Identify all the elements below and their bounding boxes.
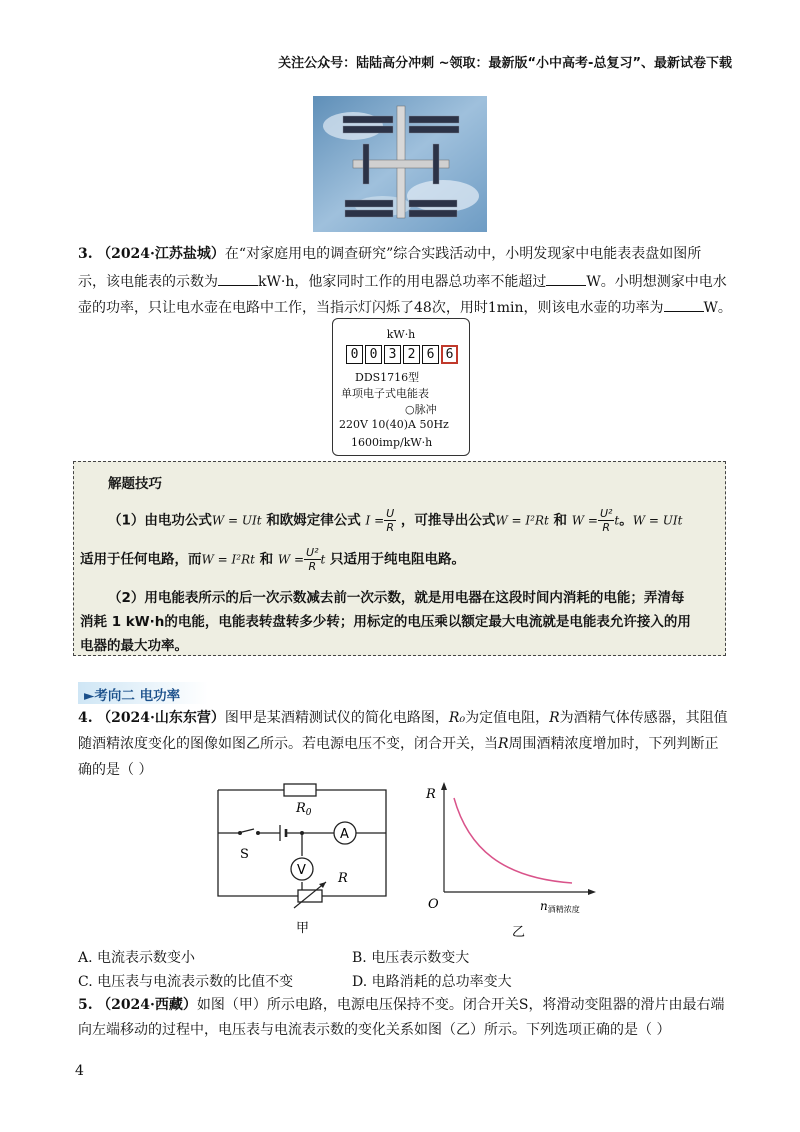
switch-pivot (238, 831, 242, 835)
q4-text: 图甲是某酒精测试仪的简化电路图， (224, 710, 449, 726)
q4-text: 随酒精浓度变化的图像如图乙所示。若电源电压不变，闭合开关，当 (78, 736, 498, 752)
tip-line-2 (80, 546, 465, 573)
numerator: U² (599, 507, 613, 520)
meter-digit: 3 (384, 345, 401, 364)
numerator: U² (306, 546, 319, 559)
y-label: R (426, 787, 436, 802)
tip-title: 解题技巧 (108, 476, 162, 492)
pulse-light-icon: ○ (405, 403, 415, 416)
formula: W = UIt (632, 513, 683, 528)
meter-pulse (405, 401, 437, 417)
caption-yi: 乙 (512, 925, 526, 940)
formula: t (614, 513, 620, 528)
meter-constant: 1600imp/kW·h (351, 436, 433, 449)
q5-text: 如图（甲）所示电路，电源电压保持不变。闭合开关S，将滑动变阻器的滑片由最右端 (196, 997, 725, 1013)
tip-text: 。 (619, 512, 633, 529)
q3-number: 3. (78, 246, 93, 262)
circuit-diagram (210, 778, 395, 938)
resistance-curve (454, 798, 572, 883)
resistance-graph (420, 778, 620, 940)
meter-type: 单项电子式电能表 (341, 387, 429, 400)
q3-line-1 (78, 244, 701, 264)
energy-meter (332, 318, 470, 456)
caption-jia: 甲 (296, 921, 310, 936)
label-variable-r: R (338, 871, 348, 886)
fixed-resistor (284, 784, 316, 796)
q5-line-2: 向左端移动的过程中，电压表与电流表示数的变化关系如图（乙）所示。下列选项正确的是（ ） (78, 1022, 671, 1038)
formula: W = UIt (211, 513, 262, 528)
section-title: ►考向二 电功率 (84, 688, 181, 704)
q5-line-1 (78, 995, 725, 1015)
tip-text: ，可推导出公式 (400, 512, 496, 529)
formula: W = (571, 513, 598, 528)
meter-pulse-label: 脉冲 (414, 403, 437, 416)
option-a[interactable]: A. 电流表示数变小 (78, 950, 196, 966)
label-voltmeter: V (297, 863, 306, 878)
q4-line-2 (78, 734, 719, 754)
meter-rating: 220V 10(40)A 50Hz (339, 418, 449, 431)
tip-line-1 (108, 507, 682, 534)
page-number: 4 (75, 1063, 84, 1079)
tip-text: （1）由电功公式 (108, 512, 212, 529)
q3-text-3b: W。 (703, 300, 732, 316)
formula: t (320, 552, 326, 567)
q3-text-2a: 示，该电能表的示数为 (78, 274, 218, 290)
q5-source: （2024·西藏） (97, 997, 197, 1013)
option-d[interactable]: D. 电路消耗的总功率变大 (352, 974, 512, 990)
q4-var: R (549, 710, 560, 726)
meter-model: DDS1716型 (355, 371, 420, 384)
q3-source: （2024·江苏盐城） (97, 246, 225, 262)
q3-line-2 (78, 271, 727, 292)
formula: I = (365, 513, 385, 528)
denominator: R (308, 560, 317, 573)
meter-digit: 6 (422, 345, 439, 364)
q3-text-3a: 壶的功率，只让电水壶在电路中工作，当指示灯闪烁了48次，用时1min，则该电水壶的功率为 (78, 300, 664, 316)
q3-text-2b: kW·h，他家同时工作的用电器总功率不能超过 (258, 274, 547, 290)
formula: W = I²Rt (495, 513, 549, 528)
q3-text-1: 在“对家庭用电的调查研究”综合实践活动中，小明发现家中电能表表盘如图所 (224, 246, 702, 262)
q4-text: 为定值电阻， (465, 710, 550, 726)
fraction (384, 507, 396, 534)
tip-line-3: （2）用电能表所示的后一次示数减去前一次示数，就是用电器在这段时间内消耗的电能；弄清每 (108, 590, 685, 606)
variable-resistor (298, 890, 322, 902)
meter-digits (346, 345, 458, 364)
junction-dot (300, 831, 304, 835)
option-c[interactable]: C. 电压表与电流表示数的比值不变 (78, 974, 294, 990)
tip-text: 和欧姆定律公式 (266, 512, 361, 529)
switch-contact (256, 831, 260, 835)
denominator: R (386, 521, 394, 534)
tip-box (73, 461, 726, 656)
meter-digit: 0 (365, 345, 382, 364)
denominator: R (602, 521, 610, 534)
q5-number: 5. (78, 997, 93, 1013)
section-header (78, 682, 208, 704)
fraction (304, 546, 320, 573)
tip-text: 和 (553, 512, 568, 529)
meter-digit-decimal: 6 (441, 345, 458, 364)
label-switch: S (240, 847, 249, 862)
q3-line-3 (78, 297, 732, 318)
q3-blank-1[interactable] (218, 271, 258, 286)
q4-number: 4. (78, 710, 93, 726)
formula: W = I²Rt (201, 552, 255, 567)
q4-line-1 (78, 708, 728, 728)
q4-var: R (498, 736, 509, 752)
tip-text: 适用于任何电路，而 (80, 551, 202, 568)
q3-blank-2[interactable] (546, 271, 586, 286)
tip-line-4: 消耗 1 kW·h的电能，电能表转盘转多少转；用标定的电压乘以额定最大电流就是电能表允许接入的用 (80, 614, 691, 630)
space-station-photo (313, 96, 487, 232)
tip-text: 只适用于纯电阻电路。 (330, 551, 466, 568)
fraction (598, 507, 614, 534)
label-r0: $R_0$ (296, 801, 312, 818)
page-header: 关注公众号：陆陆高分冲刺 ~领取：最新版“小中高考-总复习”、最新试卷下载 (278, 56, 732, 71)
formula: W = (277, 552, 305, 567)
meter-digit: 0 (346, 345, 363, 364)
q4-var: R₀ (448, 710, 466, 726)
tip-line-5: 电器的最大功率。 (80, 638, 188, 654)
origin-label: O (428, 897, 439, 912)
q3-text-2c: W。小明想测家中电水 (586, 274, 727, 290)
q4-line-3: 确的是（ ） (78, 762, 153, 778)
q4-text: 周围酒精浓度增加时，下列判断正 (508, 736, 719, 752)
tip-text: 和 (259, 551, 274, 568)
y-arrow-icon (441, 782, 447, 790)
q4-text: 为酒精气体传感器，其阻值 (559, 710, 728, 726)
label-ammeter: A (340, 827, 349, 842)
meter-digit: 2 (403, 345, 420, 364)
option-b[interactable]: B. 电压表示数变大 (352, 950, 470, 966)
meter-unit: kW·h (386, 328, 416, 341)
q4-source: （2024·山东东营） (97, 710, 225, 726)
x-label: n酒精浓度 (540, 899, 580, 914)
x-arrow-icon (588, 889, 596, 895)
numerator: U (386, 507, 395, 520)
q3-blank-3[interactable] (664, 297, 704, 312)
